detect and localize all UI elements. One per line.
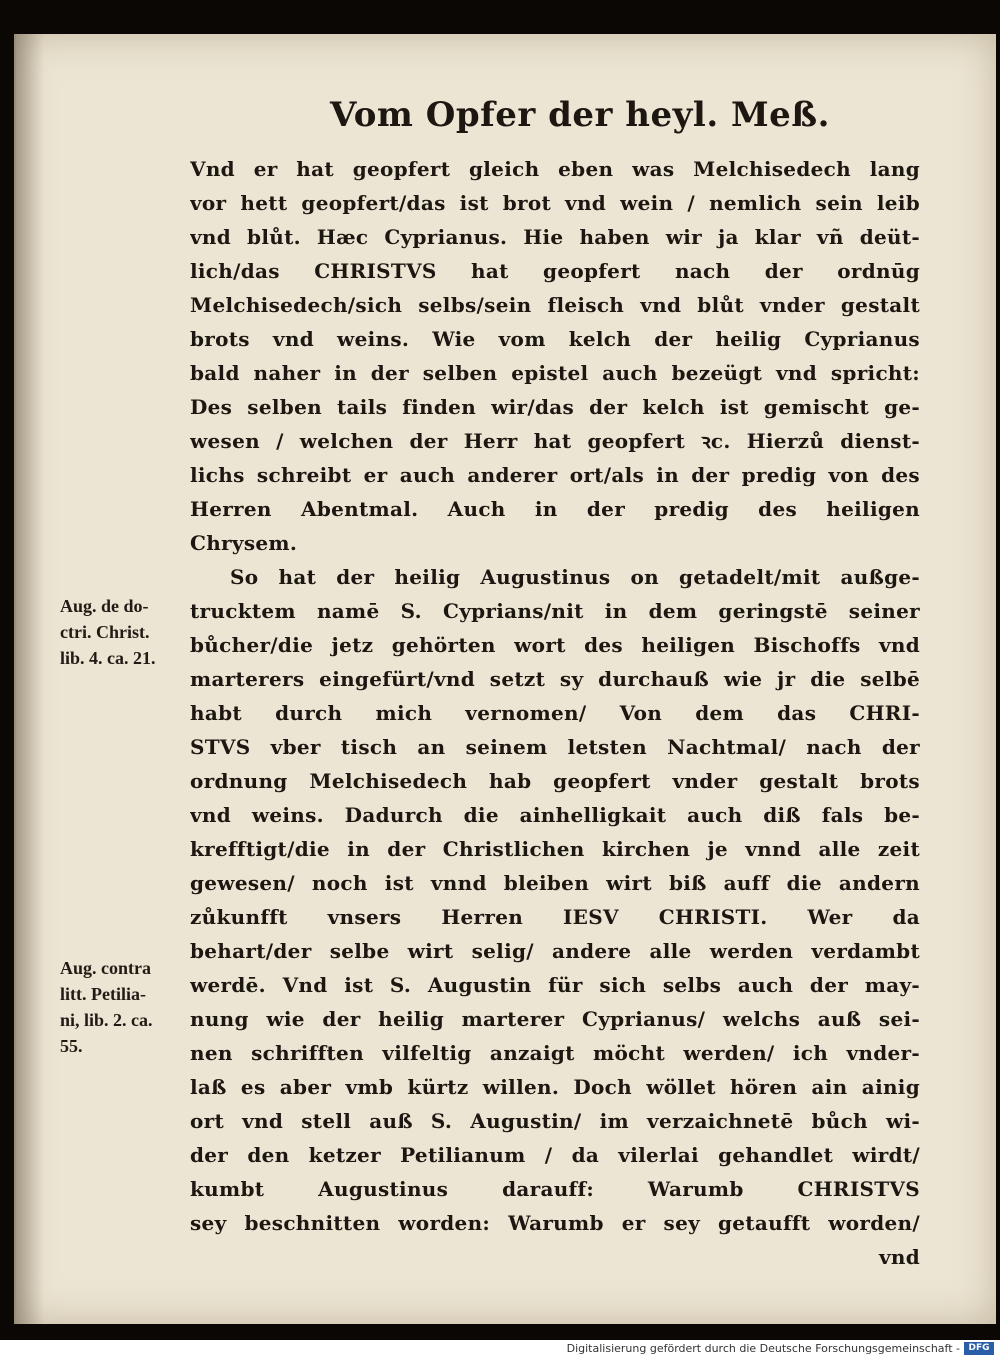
text-line: habt durch mich vernomen/ Von dem das CHRI-: [190, 701, 920, 725]
text-line: krefftigt/die in der Christlichen kirchen je vnnd alle zeit: [190, 837, 920, 861]
text-line: marterers eingefürt/vnd setzt sy durchauß wie jr die selbē: [190, 667, 920, 691]
text-line: So hat der heilig Augustinus on getadelt/mit außge-: [230, 565, 920, 589]
page-gutter-shadow: [14, 34, 44, 1324]
text-line: behart/der selbe wirt selig/ andere alle werden verdambt: [190, 939, 920, 963]
margin-note-line: ni, lib. 2. ca.: [60, 1010, 153, 1030]
text-line: Des selben tails finden wir/das der kelch ist gemischt ge-: [190, 395, 920, 419]
text-line: vnd: [878, 1245, 920, 1269]
margin-note-line: litt. Petilia-: [60, 984, 146, 1004]
text-line: wesen / welchen der Herr hat geopfert ꝛc. Hierzů dienst-: [190, 429, 920, 453]
text-line: brots vnd weins. Wie vom kelch der heilig Cyprianus: [190, 327, 920, 351]
text-line: Herren Abentmal. Auch in der predig des heiligen: [190, 497, 920, 521]
margin-note-line: 55.: [60, 1036, 83, 1056]
margin-note-augustine-doctrina: [60, 593, 156, 671]
text-line: lichs schreibt er auch anderer ort/als in der predig von des: [190, 463, 920, 487]
margin-note-line: lib. 4. ca. 21.: [60, 648, 156, 668]
text-line: ordnung Melchisedech hab geopfert vnder gestalt brots: [190, 769, 920, 793]
text-line: sey beschnitten worden: Warumb er sey getaufft worden/: [190, 1211, 920, 1235]
text-line: der den ketzer Petilianum / da vilerlai gehandlet wirdt/: [190, 1143, 920, 1167]
text-line: werdē. Vnd ist S. Augustin für sich selbs auch der may-: [190, 973, 920, 997]
body-text: [190, 152, 920, 1274]
text-line: vnd weins. Dadurch die ainhelligkait auch diß fals be-: [190, 803, 920, 827]
text-line: vnd blůt. Hæc Cyprianus. Hie haben wir ja klar vñ deüt-: [190, 225, 920, 249]
margin-note-line: Aug. contra: [60, 958, 151, 978]
text-line: vor hett geopfert/das ist brot vnd wein / nemlich sein leib: [190, 191, 920, 215]
text-line: Chrysem.: [190, 531, 298, 555]
text-line: trucktem namē S. Cyprians/nit in dem geringstē seiner: [190, 599, 920, 623]
text-line: zůkunfft vnsers Herren IESV CHRISTI. Wer da: [190, 905, 920, 929]
text-line: gewesen/ noch ist vnnd bleiben wirt biß auff die andern: [190, 871, 920, 895]
text-line: lich/das CHRISTVS hat geopfert nach der ordnūg: [190, 259, 920, 283]
text-line: nung wie der heilig marterer Cyprianus/ welchs auß sei-: [190, 1007, 920, 1031]
digitization-credit: Digitalisierung gefördert durch die Deutsche Forschungsgemeinschaft -: [566, 1342, 960, 1355]
dfg-logo[interactable]: DFG: [964, 1342, 994, 1355]
text-line: ort vnd stell auß S. Augustin/ im verzaichnetē bůch wi-: [190, 1109, 920, 1133]
text-line: Vnd er hat geopfert gleich eben was Melchisedech lang: [190, 157, 920, 181]
text-line: bald naher in der selben epistel auch bezeügt vnd spricht:: [190, 361, 920, 385]
margin-note-line: Aug. de do-: [60, 596, 149, 616]
text-line: Melchisedech/sich selbs/sein fleisch vnd blůt vnder gestalt: [190, 293, 920, 317]
margin-note-line: ctri. Christ.: [60, 622, 150, 642]
text-line: laß es aber vmb kürtz willen. Doch wöllet hören ain ainig: [190, 1075, 920, 1099]
text-line: STVS vber tisch an seinem letsten Nachtmal/ nach der: [190, 735, 920, 759]
margin-note-augustine-petilian: [60, 955, 153, 1059]
running-head: Vom Opfer der heyl. Meß.: [330, 95, 830, 135]
text-line: bůcher/die jetz gehörten wort des heiligen Bischoffs vnd: [190, 633, 920, 657]
text-line: kumbt Augustinus darauff: Warumb CHRISTVS: [190, 1177, 920, 1201]
text-line: nen schrifften vilfeltig anzaigt möcht werden/ ich vnder-: [190, 1041, 920, 1065]
